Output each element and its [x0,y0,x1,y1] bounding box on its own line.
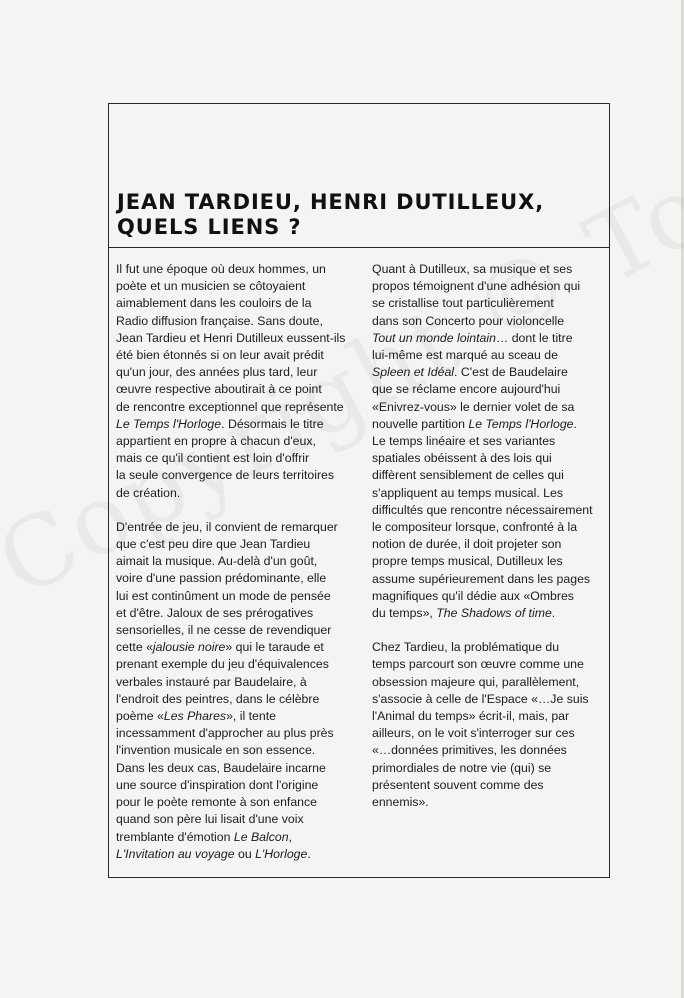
text-line: aimablement dans les couloirs de la [116,296,312,311]
text-fragment: tremblante d'émotion [116,829,234,844]
text-line: propos témoignent d'une adhésion qui [372,279,581,294]
text-line: présentent souvent comme des [372,777,544,792]
text-line [116,708,344,725]
text-line: Il fut une époque où deux hommes, un [116,262,326,276]
work-title: Le Temps l'Horloge [116,416,222,431]
text-fragment: » qui le taraude et [225,640,324,655]
text-line: magnifiques qu'il dédie aux «Ombres [372,588,574,603]
text-fragment: . [573,416,577,431]
text-line: la seule convergence de leurs territoires [116,468,335,483]
title-block [109,104,609,248]
text-line: lui est continûment un mode de pensée [116,588,331,603]
text-line: «…données primitives, les données [372,743,567,758]
text-line [116,829,344,846]
work-title: Tout un monde lointain [372,330,496,345]
text-line: que c'est peu dire que Jean Tardieu [116,537,311,552]
text-line: lui-même est marqué au sceau de [372,348,558,363]
text-line: une source d'inspiration dont l'origine [116,777,319,792]
paragraph [116,519,344,863]
text-line: appartient en propre à chacun d'eux, [116,434,316,449]
text-line: l'invention musicale en son essence. [116,743,316,758]
text-line: prenant exemple du jeu d'équivalences [116,657,329,672]
text-line: quand son père lui lisait d'une voix [116,812,304,827]
text-line: Chez Tardieu, la problématique du [372,640,560,655]
text-line: verbales instauré par Baudelaire, à [116,674,307,689]
text-line: spatiales obéissent à des lois qui [372,451,552,466]
text-line: sensorielles, il ne cesse de revendiquer [116,623,332,638]
work-title: Spleen et Idéal [372,365,455,380]
text-line: aimait la musique. Au-delà d'un goût, [116,554,318,569]
quoted-phrase: jalousie noire [152,640,226,655]
text-line [116,639,344,656]
text-fragment: nouvelle partition [372,416,469,431]
text-line: Jean Tardieu et Henri Dutilleux eussent-ils [116,330,346,345]
work-title: L'Invitation au voyage [116,846,235,861]
text-line: dans son Concerto pour violoncelle [372,313,565,328]
text-fragment: cette « [116,640,153,655]
text-fragment: . C'est de Baudelaire [454,365,568,380]
text-line: Le temps linéaire et ses variantes [372,434,556,449]
work-title: Les Phares [163,709,227,724]
text-fragment: . Désormais le titre [221,416,324,431]
paragraph [372,639,604,811]
text-fragment: … dont le titre [495,330,573,345]
work-title: Le Temps l'Horloge [468,416,574,431]
text-line: ailleurs, on le voit s'interroger sur ces [372,726,575,741]
text-fragment: . [307,846,311,861]
text-fragment: ou [234,846,256,861]
text-line: de création. [116,485,181,500]
page-title [117,190,597,240]
text-line: mais ce qu'il contient est loin d'offrir [116,451,310,466]
text-line: voire d'une passion prédominante, elle [116,571,327,586]
text-line [372,416,604,433]
title-line-1: JEAN TARDIEU, HENRI DUTILLEUX, [117,190,545,214]
text-line: primordiales de notre vie (qui) se [372,760,552,775]
text-line [116,416,344,433]
text-line: se cristallise tout particulièrement [372,296,554,311]
text-line: s'associe à celle de l'Espace «…Je suis [372,691,589,706]
title-line-2: QUELS LIENS ? [117,215,302,239]
text-line: obsession majeure qui, parallèlement, [372,674,580,689]
text-fragment: du temps», [372,606,437,621]
work-title: Le Balcon [233,829,289,844]
text-fragment: », il tente [226,709,276,724]
text-fragment: poème « [116,709,164,724]
work-title: The Shadows of time [436,606,552,621]
left-column [116,261,344,880]
text-line: Radio diffusion française. Sans doute, [116,313,323,328]
text-line: s'appliquent au temps musical. Les [372,485,564,500]
article-frame [108,103,610,878]
text-line: l'endroit des peintres, dans le célèbre [116,691,320,706]
text-line: D'entrée de jeu, il convient de remarquer [116,519,338,534]
text-line: propre temps musical, Dutilleux les [372,554,563,569]
text-line: Quant à Dutilleux, sa musique et ses [372,262,573,276]
text-line [116,846,344,863]
text-line [372,364,604,381]
text-line: l'Animal du temps» écrit-il, mais, par [372,709,570,724]
paragraph [116,261,344,502]
text-line: ennemis». [372,795,429,810]
work-title: L'Horloge [255,846,308,861]
text-line: le compositeur lorsque, confronté à la [372,520,578,535]
text-line: et d'être. Jaloux de ses prérogatives [116,605,314,620]
text-line: difficultés que rencontre nécessairement [372,502,593,517]
text-line: poète et un musicien se côtoyaient [116,279,306,294]
text-line: Dans les deux cas, Baudelaire incarne [116,760,326,775]
paragraph [372,261,604,622]
text-line: que se réclame encore aujourd'hui [372,382,561,397]
text-line: œuvre respective aboutirait à ce point [116,382,322,397]
text-line: de rencontre exceptionnel que représente [116,399,344,414]
text-line: notion de durée, il doit projeter son [372,537,562,552]
text-line: assume supérieurement dans les pages [372,571,591,586]
text-line: été bien étonnés si on leur avait prédit [116,348,324,363]
text-line: diffèrent sensiblement de celles qui [372,468,564,483]
text-fragment: , [288,829,292,844]
text-fragment: . [551,606,556,621]
text-line: pour le poète remonte à son enfance [116,795,317,810]
right-column [372,261,604,828]
text-line [372,330,604,347]
text-line: incessamment d'approcher au plus près [116,726,334,741]
text-line: temps parcourt son œuvre comme une [372,657,584,672]
text-line: «Enivrez-vous» le dernier volet de sa [372,399,575,414]
text-line [372,605,604,622]
text-line: qu'un jour, des années plus tard, leur [116,365,318,380]
